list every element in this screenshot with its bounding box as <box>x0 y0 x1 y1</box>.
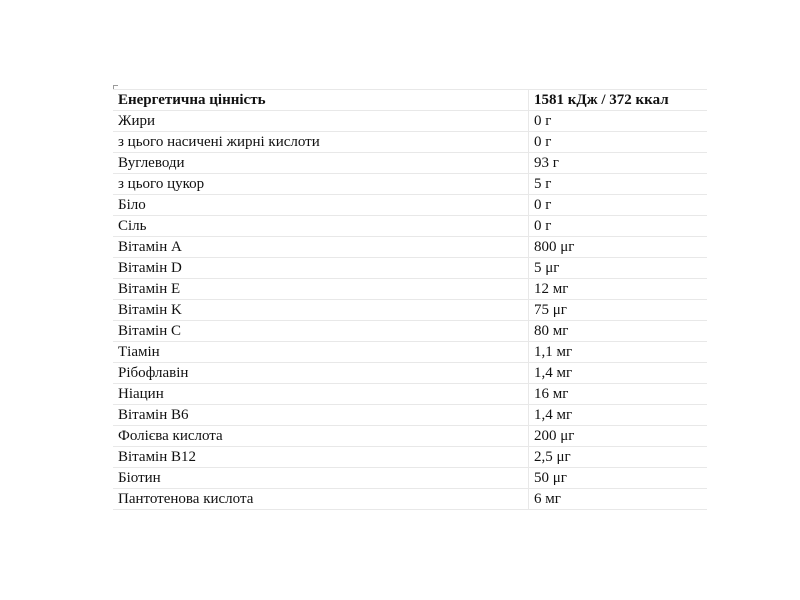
table-row <box>113 111 707 132</box>
nutrient-value: 6 мг <box>529 489 708 510</box>
nutrient-name: Сіль <box>113 216 529 237</box>
table-row <box>113 258 707 279</box>
table-row <box>113 216 707 237</box>
nutrient-name: Вітамін E <box>113 279 529 300</box>
table-row <box>113 153 707 174</box>
nutrient-name: Вітамін D <box>113 258 529 279</box>
nutrient-name: Пантотенова кислота <box>113 489 529 510</box>
nutrient-value: 1,1 мг <box>529 342 708 363</box>
table-row <box>113 384 707 405</box>
table-row <box>113 405 707 426</box>
nutrient-value: 1,4 мг <box>529 363 708 384</box>
nutrient-value: 0 г <box>529 132 708 153</box>
nutrient-value: 1,4 мг <box>529 405 708 426</box>
nutrient-name: Фолієва кислота <box>113 426 529 447</box>
nutrient-name: Вуглеводи <box>113 153 529 174</box>
nutrient-name: Жири <box>113 111 529 132</box>
nutrient-value: 0 г <box>529 195 708 216</box>
nutrient-value: 800 μг <box>529 237 708 258</box>
nutrient-value: 5 г <box>529 174 708 195</box>
nutrient-name: Рібофлавін <box>113 363 529 384</box>
nutrient-value: 75 μг <box>529 300 708 321</box>
nutrient-value: 16 мг <box>529 384 708 405</box>
nutrient-value: 80 мг <box>529 321 708 342</box>
table-header-row <box>113 90 707 111</box>
table-row <box>113 489 707 510</box>
table-row <box>113 468 707 489</box>
nutrient-value: 50 μг <box>529 468 708 489</box>
nutrient-name: Біло <box>113 195 529 216</box>
nutrient-value: 0 г <box>529 216 708 237</box>
table-row <box>113 342 707 363</box>
table-row <box>113 174 707 195</box>
table-row <box>113 132 707 153</box>
nutrient-value: 0 г <box>529 111 708 132</box>
table-row <box>113 447 707 468</box>
nutrient-value: 93 г <box>529 153 708 174</box>
nutrient-name: Тіамін <box>113 342 529 363</box>
table-row <box>113 321 707 342</box>
nutrient-name: Ніацин <box>113 384 529 405</box>
header-name-cell: Енергетична цінність <box>113 90 529 111</box>
table-row <box>113 363 707 384</box>
nutrient-name: Вітамін C <box>113 321 529 342</box>
table-row <box>113 279 707 300</box>
table-row <box>113 237 707 258</box>
nutrient-name: з цього насичені жирні кислоти <box>113 132 529 153</box>
nutrient-value: 200 μг <box>529 426 708 447</box>
nutrient-value: 2,5 μг <box>529 447 708 468</box>
nutrient-name: з цього цукор <box>113 174 529 195</box>
nutrient-name: Вітамін K <box>113 300 529 321</box>
nutrient-name: Вітамін A <box>113 237 529 258</box>
nutrient-value: 12 мг <box>529 279 708 300</box>
header-value-cell: 1581 кДж / 372 ккал <box>529 90 708 111</box>
table-row <box>113 300 707 321</box>
nutrient-name: Біотин <box>113 468 529 489</box>
nutrient-name: Вітамін B12 <box>113 447 529 468</box>
nutrition-table <box>113 89 707 510</box>
table-row <box>113 195 707 216</box>
nutrient-value: 5 μг <box>529 258 708 279</box>
nutrient-name: Вітамін B6 <box>113 405 529 426</box>
table-row <box>113 426 707 447</box>
